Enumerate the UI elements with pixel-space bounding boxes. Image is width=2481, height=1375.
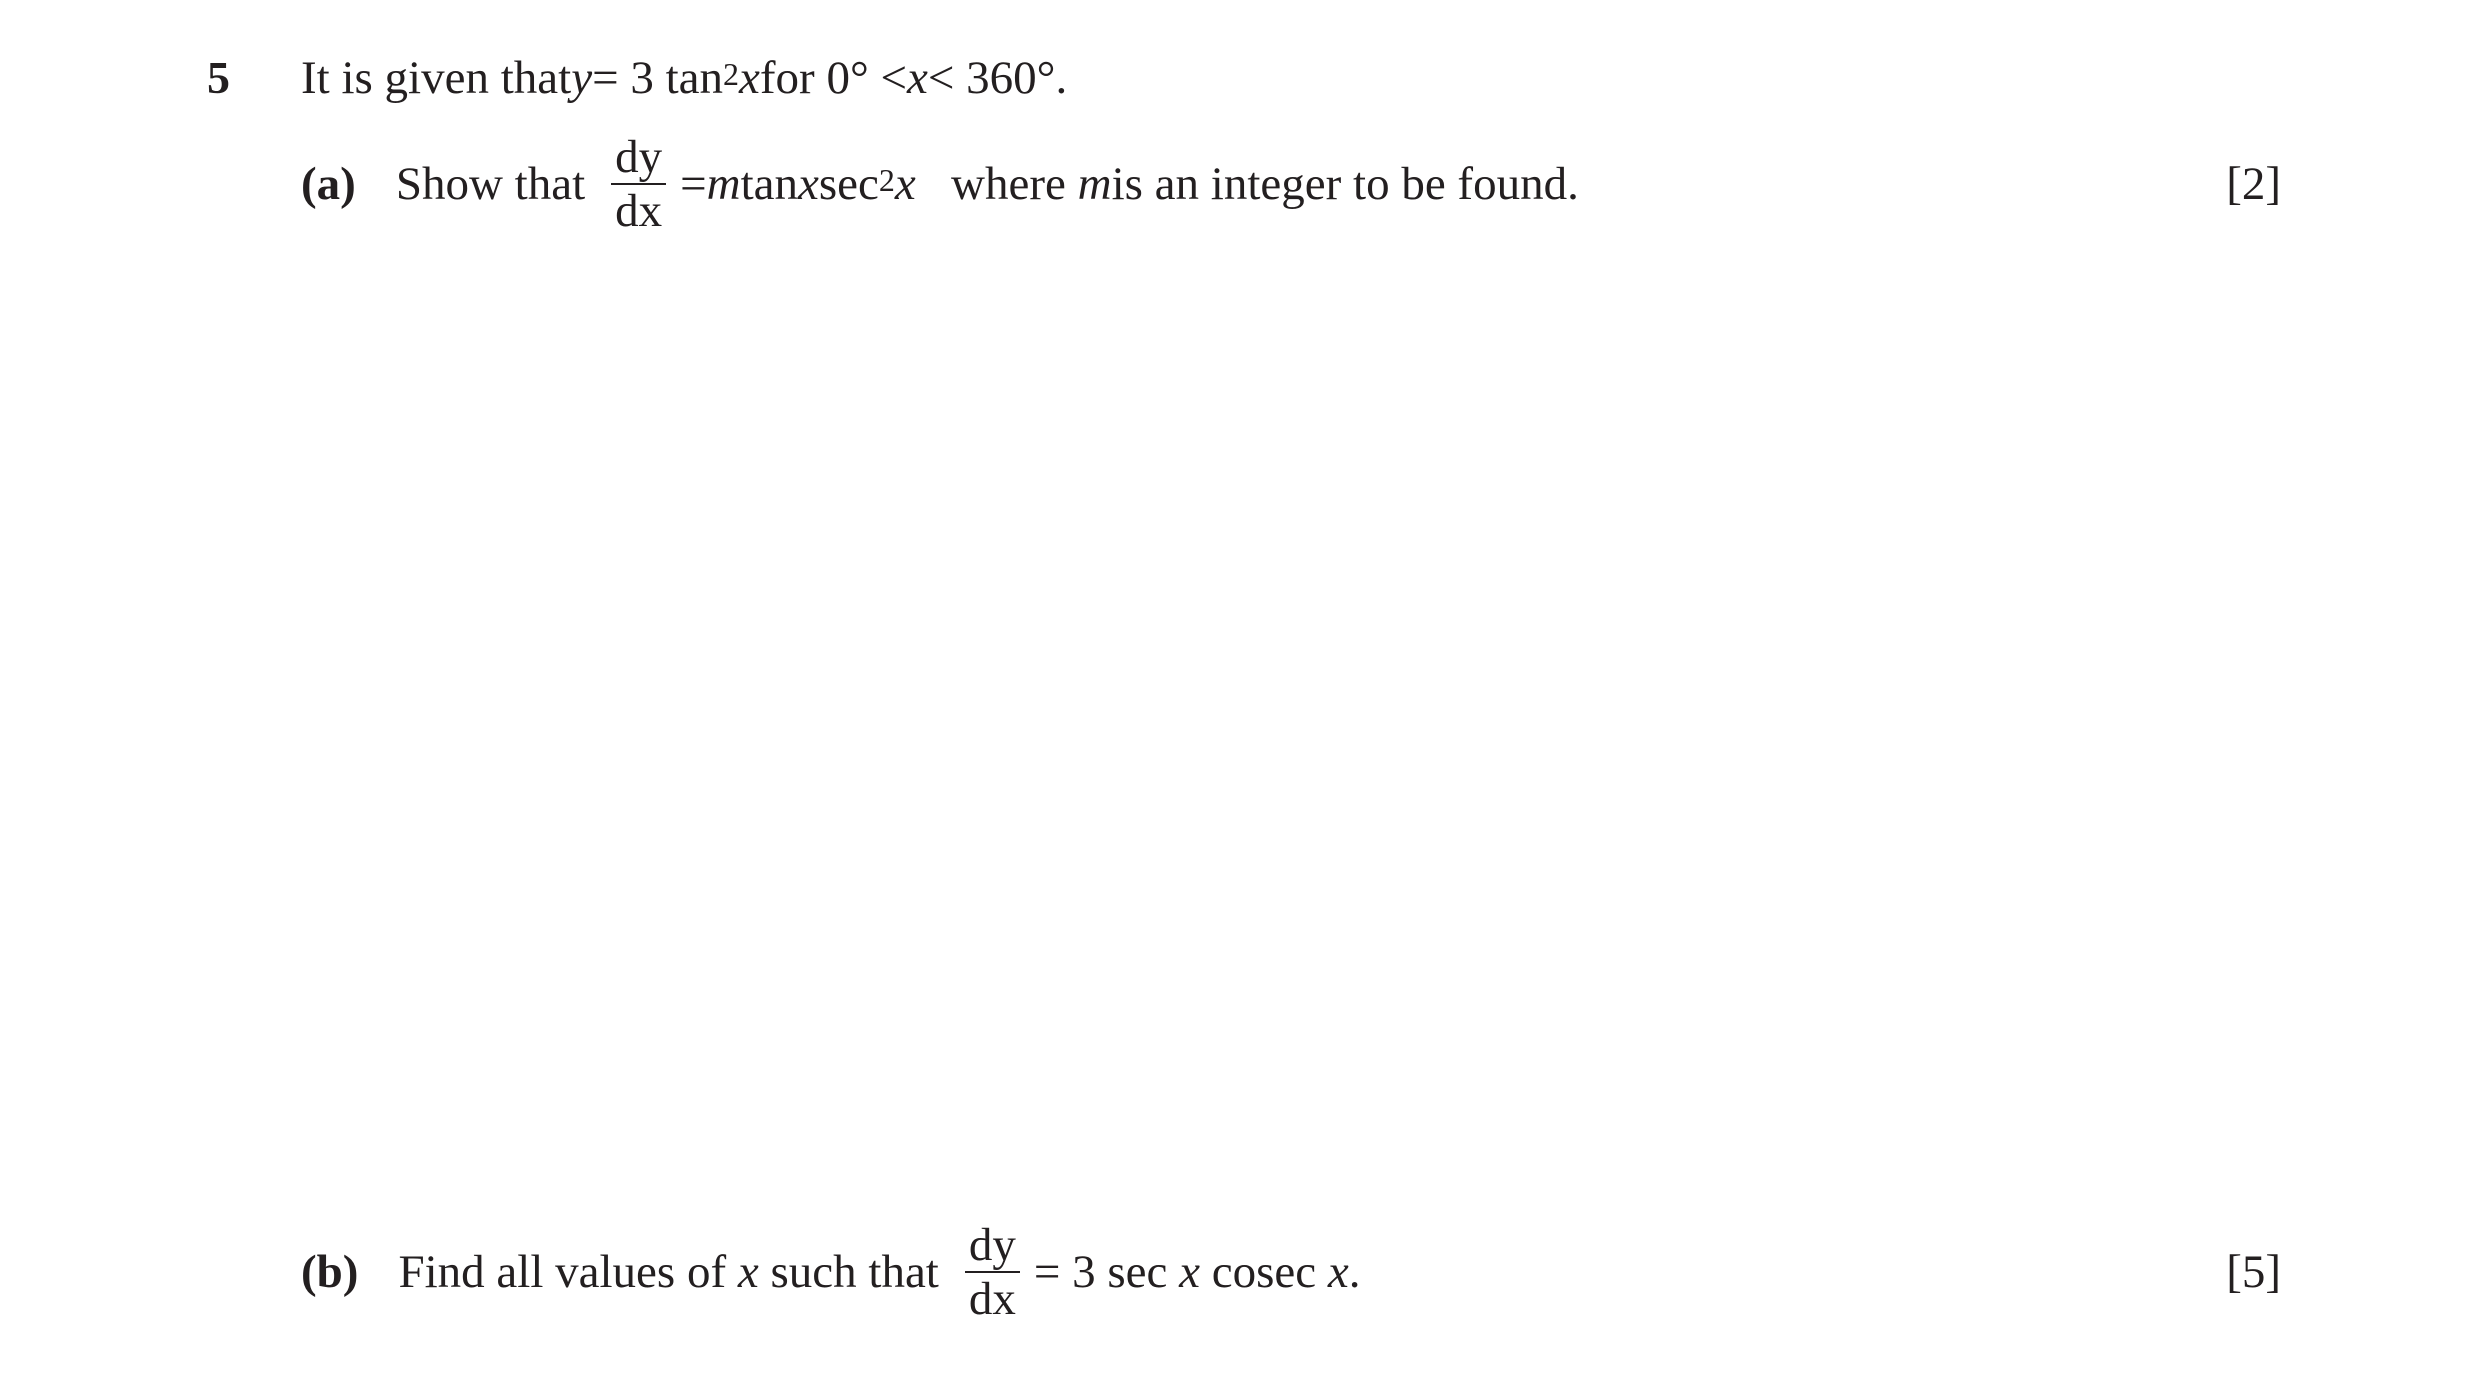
part-a: (a) Show that $\frac{dy}{dx}$ = m tan x sec $^2$ x where m is an integer to be found. <box>301 131 1579 237</box>
part-b-x1: x <box>1179 1246 1201 1298</box>
part-b-eq: = 3 sec <box>1033 1246 1180 1298</box>
part-b-tail: . <box>1348 1246 1361 1298</box>
part-a-tan: tan <box>740 158 799 210</box>
intro-for: for 0° < <box>759 52 908 104</box>
part-b-lead: Find all values of <box>398 1246 738 1298</box>
part-a-derivative-fraction <box>611 131 666 237</box>
part-a-lead: Show that <box>395 158 586 210</box>
part-a-marks: [2] <box>2226 158 2281 210</box>
part-b-derivative-fraction <box>965 1219 1020 1325</box>
part-a-m: m <box>706 158 741 210</box>
intro-x1: x <box>739 52 760 104</box>
part-a-x1: x <box>798 158 819 210</box>
intro-y: y <box>571 52 593 104</box>
part-a-m2: m <box>1077 158 1112 210</box>
part-a-eq: = <box>680 158 707 210</box>
part-b-frac-denominator: dx <box>968 1273 1016 1325</box>
part-a-frac-denominator: dx <box>615 185 663 237</box>
question-intro: It is given that y = 3 tan $^2$ x for 0° < x < 360°. <box>301 48 1067 108</box>
part-b-label: (b) <box>301 1246 359 1298</box>
intro-prefix: It is given that <box>301 52 572 104</box>
part-a-rest: is an integer to be found. <box>1111 158 1579 210</box>
intro-eq: = 3 tan <box>592 52 724 104</box>
part-a-x2: x <box>894 158 916 210</box>
question-number: 5 <box>207 52 230 103</box>
part-a-label: (a) <box>301 158 356 210</box>
part-a-frac-numerator: dy <box>615 131 663 183</box>
part-b <box>301 1212 1361 1332</box>
part-a-sec: sec <box>818 158 879 210</box>
part-b-x: x <box>737 1246 759 1298</box>
part-b-marks: [5] <box>2226 1246 2281 1298</box>
part-a-where: where <box>915 158 1078 210</box>
intro-x2: x <box>907 52 928 104</box>
part-b-such: such that <box>758 1246 939 1298</box>
part-b-x2: x <box>1327 1246 1349 1298</box>
intro-tail: < 360°. <box>927 52 1068 104</box>
part-b-cosec: cosec <box>1200 1246 1328 1298</box>
part-b-frac-numerator: dy <box>968 1219 1016 1271</box>
